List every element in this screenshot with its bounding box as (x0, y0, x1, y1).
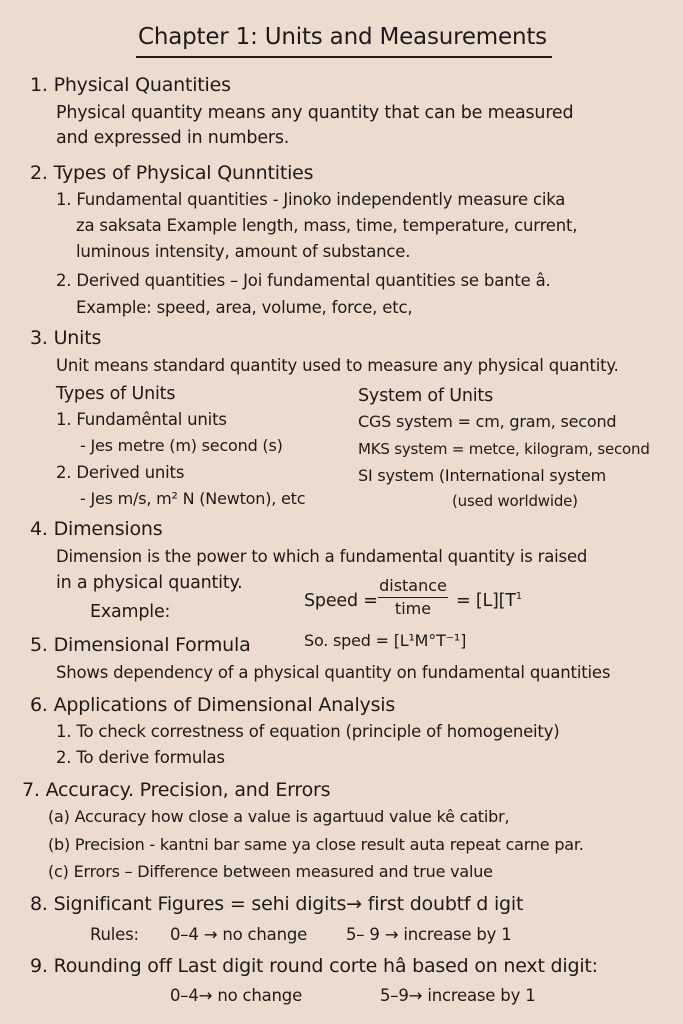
si-system: SI system (International system (358, 466, 606, 485)
errors-line: (c) Errors – Difference between measured and true value (48, 862, 493, 881)
cgs-system: CGS system = cm, gram, second (358, 412, 617, 431)
fundamental-units-examples: - Jes metre (m) second (s) (80, 436, 283, 455)
section-6-item-1: 1. To check correstness of equation (principle of homogeneity) (56, 722, 560, 741)
section-4-heading: 4. Dimensions (30, 518, 163, 540)
section-2-item-1-line-3: luminous intensity, amount of substance. (76, 242, 411, 261)
title-underline (136, 56, 552, 58)
page-title: Chapter 1: Units and Measurements (138, 24, 547, 50)
fundamental-units: 1. Fundamêntal units (56, 410, 227, 429)
fraction-denominator: time (394, 599, 432, 619)
rounding-increase: 5–9→ increase by 1 (380, 986, 536, 1005)
section-4-line-1: Dimension is the power to which a fundamental quantity is raised (56, 547, 588, 566)
rule-increase: 5– 9 → increase by 1 (346, 925, 512, 944)
rule-no-change: 0–4 → no change (170, 925, 308, 944)
example-label: Example: (90, 602, 171, 622)
section-4-line-2: in a physical quantity. (56, 573, 243, 593)
fraction-numerator: distance (379, 576, 447, 595)
section-3-heading: 3. Units (30, 327, 102, 349)
section-6-item-2: 2. To derive formulas (56, 748, 225, 767)
speed-dimension (456, 590, 522, 612)
rounding-no-change: 0–4→ no change (170, 986, 303, 1005)
section-2-item-1-line-1: 1. Fundamental quantities - Jinoko independently measure cika (56, 190, 566, 209)
speed-dimensional-formula: So. sped = [L¹M°T⁻¹] (304, 631, 467, 650)
fraction-bar (378, 597, 448, 598)
section-1-line-2: and expressed in numbers. (56, 128, 290, 148)
section-2-item-2-line-2: Example: speed, area, volume, force, etc, (76, 298, 413, 317)
section-3-line-1: Unit means standard quantity used to measure any physical quantity. (56, 356, 619, 375)
section-9-heading: 9. Rounding off Last digit round corte hâ based on next digit: (30, 955, 598, 977)
section-2-item-1-line-2: za saksata Example length, mass, time, temperature, current, (76, 216, 578, 235)
derived-units: 2. Derived units (56, 463, 185, 482)
speed-dimension-exponent: 1 (515, 591, 522, 603)
section-6-heading: 6. Applications of Dimensional Analysis (30, 694, 396, 716)
section-5-heading: 5. Dimensional Formula (30, 634, 251, 656)
section-2-item-2-line-1: 2. Derived quantities – Joi fundamental quantities se bante â. (56, 271, 551, 290)
section-5-line-1: Shows dependency of a physical quantity on fundamental quantities (56, 663, 611, 682)
rules-label: Rules: (90, 925, 139, 944)
section-8-heading: 8. Significant Figures = sehi digits→ first doubtf d igit (30, 893, 524, 915)
speed-fraction (378, 576, 448, 619)
section-2-heading: 2. Types of Physical Qunntities (30, 162, 314, 184)
precision-line: (b) Precision - kantni bar same ya close result auta repeat carne par. (48, 835, 584, 854)
speed-dimension-base: = [L][T (456, 591, 516, 611)
types-of-units-heading: Types of Units (56, 384, 176, 404)
mks-system: MKS system = metce, kilogram, second (358, 440, 650, 458)
system-of-units-heading: System of Units (358, 386, 493, 406)
section-7-heading: 7. Accuracy. Precision, and Errors (22, 779, 331, 801)
si-system-note: (used worldwide) (452, 492, 578, 510)
section-1-heading: 1. Physical Quantities (30, 74, 231, 96)
speed-label: Speed = (304, 591, 378, 611)
accuracy-line: (a) Accuracy how close a value is agartuud value kê catibr, (48, 807, 510, 826)
derived-units-examples: - Jes m/s, m² N (Newton), etc (80, 489, 306, 508)
section-1-line-1: Physical quantity means any quantity that can be measured (56, 103, 574, 123)
